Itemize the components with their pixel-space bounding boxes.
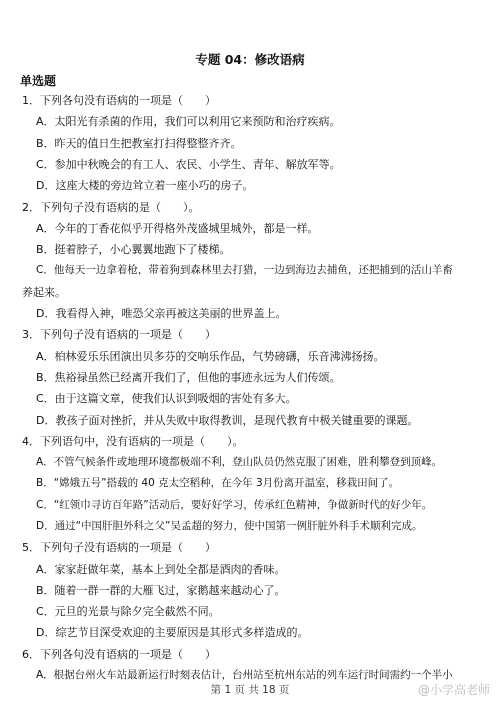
question-option-continuation: 养起来。 [22,286,66,299]
question-stem: 5．下列句子没有语病的一项是（ ） [22,541,216,554]
question-option: D．通过“中国肝胆外科之父”吴孟超的努力，使中国第一例肝脏外科手术顺利完成。 [36,520,423,532]
question-stem: 3．下列句子没有语病的一项是（ ） [22,328,216,341]
question-option: A．太阳光有杀菌的作用，我们可以利用它来预防和治疗疾病。 [36,115,341,128]
question-option: A．今年的丁香花似乎开得格外茂盛城里城外，都是一样。 [36,222,319,235]
question-option: B．“嫦娥五号”搭载的 40 克太空稻种，在今年 3月份离开温室，移栽田间了。 [36,477,400,489]
question-option: D．我看得入神，唯恐父亲再被这美丽的世界盖上。 [36,307,287,320]
question-option: B．挺着脖子，小心翼翼地跑下了楼梯。 [36,243,231,256]
question-option: D．这座大楼的旁边耸立着一座小巧的房子。 [36,179,254,192]
question-stem: 1．下列各句没有语病的一项是（ ） [22,94,216,107]
question-option: A．柏林爱乐乐团演出贝多芬的交响乐作品，气势磅礴，乐音沸沸扬扬。 [36,350,385,363]
question-option: C．由于这篇文章，使我们认识到吸烟的害处有多大。 [36,392,297,405]
question-stem: 2．下列句子没有语病的是（ ）。 [22,201,200,214]
section-heading: 单选题 [20,74,57,88]
question-option: C．元旦的光景与除夕完全截然不同。 [36,605,220,618]
question-option: A．根据台州火车站最新运行时刻表估计，台州站至杭州东站的列车运行时间需约一个半小 [36,669,453,681]
page-title: 专题 04：修改语病 [195,52,305,67]
question-option: B．昨天的值日生把教室打扫得整整齐齐。 [36,137,242,150]
watermark: @小学高老师 [417,683,490,697]
page-footer: 第 1 页 共 18 页 [210,684,290,696]
question-stem: 4．下列语句中，没有语病的一项是（ ）。 [22,435,244,448]
question-stem: 6．下列各句没有语病的一项是（ ） [22,648,216,661]
question-option: C．参加中秋晚会的有工人、农民、小学生、青年、解放军等。 [36,158,341,171]
question-option: C．他每天一边拿着枪，带着狗到森林里去打猎，一边到海边去捕鱼，还把捕到的活山羊畜 [36,264,453,276]
question-option: A．家家赶做年菜，基本上到处全都是酒肉的香味。 [36,563,286,576]
question-option: B．焦裕禄虽然已经离开我们了，但他的事迹永远为人们传颂。 [36,371,341,384]
question-option: C．“红领巾寻访百年路”活动后，要好好学习，传承红色精神，争做新时代的好少年。 [36,499,433,511]
question-option: A．不管气候条件或地理环境都极端不利，登山队员仍然克服了困难，胜利攀登到顶峰。 [36,456,443,468]
question-option: B．随着一群一群的大雁飞过，家鹅越来越动心了。 [36,584,286,597]
question-option: D．综艺节目深受欢迎的主要原因是其形式多样造成的。 [36,626,309,639]
question-option: D．教孩子面对挫折，并从失败中取得教训，是现代教育中极关键重要的课题。 [36,414,419,427]
